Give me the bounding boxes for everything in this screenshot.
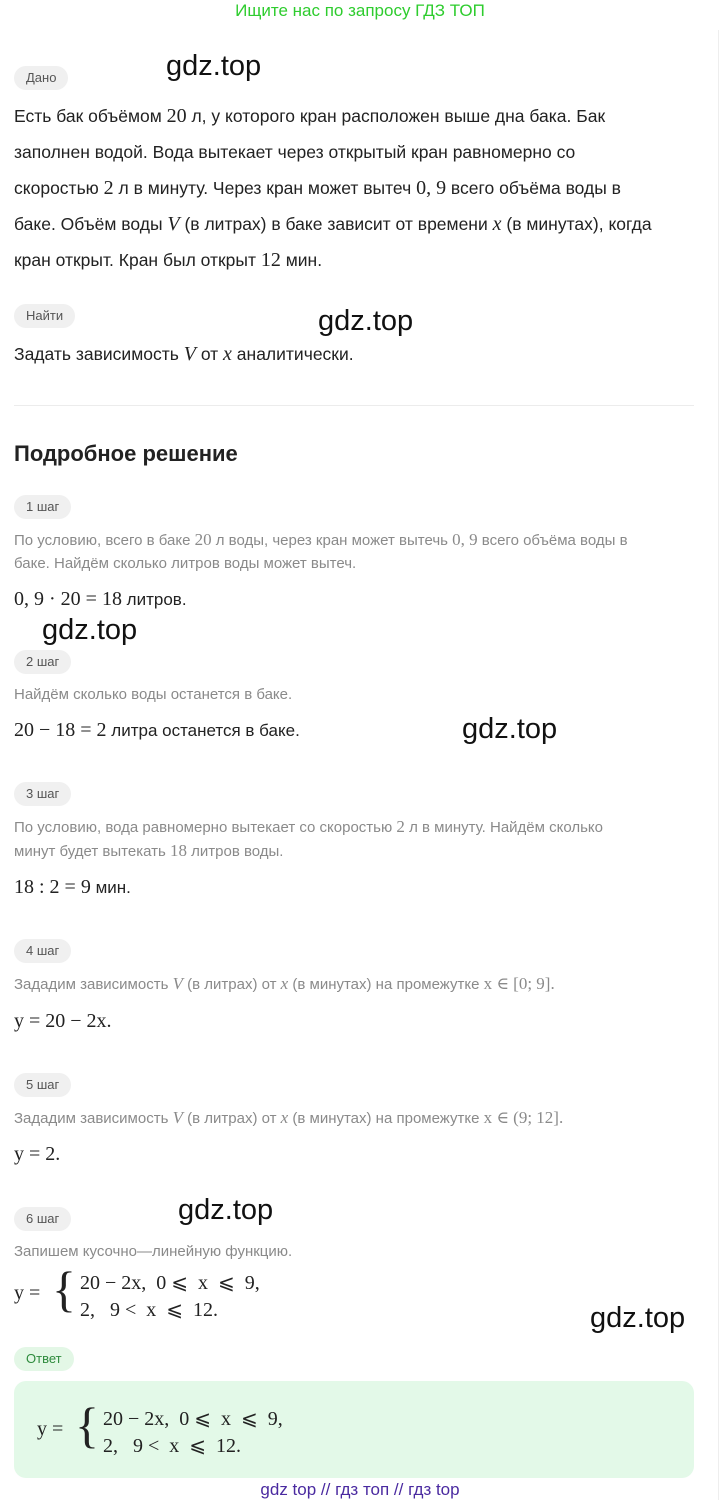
solution-title: Подробное решение [14, 441, 238, 466]
step-label: 6 шаг [14, 1207, 71, 1231]
divider [718, 30, 719, 1500]
step-description: Зададим зависимость V (в литрах) от x (в минутах) на промежутке x ∈ [0; 9]. [14, 974, 555, 993]
step-result: 20 − 18 = 2 литра останется в баке. [14, 719, 300, 741]
step-result: y = 20 − 2x. [14, 1010, 112, 1032]
top-banner: Ищите нас по запросу ГДЗ ТОП [235, 1, 485, 20]
step-result: 0, 9 · 20 = 18 литров. [14, 588, 187, 610]
footer-text: gdz top // гдз топ // гдз top [260, 1480, 460, 1499]
answer-function: y = { 20 − 2x, 0 ⩽ x ⩽ 9, 2, 9 < x ⩽ 12. [37, 1397, 283, 1457]
step-description: Зададим зависимость V (в литрах) от x (в минутах) на промежутке x ∈ (9; 12]. [14, 1108, 564, 1127]
section-divider [14, 405, 694, 406]
find-text: Задать зависимость V от x аналитически. [14, 343, 354, 365]
step-result: 18 : 2 = 9 мин. [14, 876, 131, 898]
given-label: Дано [14, 66, 68, 90]
watermark: gdz.top [178, 1194, 274, 1226]
step-label: 4 шаг [14, 939, 71, 963]
step-label: 5 шаг [14, 1073, 71, 1097]
step-description: По условию, вода равномерно вытекает со скоростью 2 л в минуту. Найдём сколько минут будет вытекать 18 литров воды. [14, 817, 604, 860]
watermark: gdz.top [462, 713, 558, 745]
step-description: Найдём сколько воды останется в баке. [14, 686, 293, 703]
step-description: Запишем кусочно—линейную функцию. [14, 1243, 293, 1260]
step-description: По условию, всего в баке 20 л воды, через кран может вытечь 0, 9 всего объёма воды в баке. Найдём сколько литров воды может вытеч. [14, 530, 628, 572]
step-result: y = 2. [14, 1143, 61, 1165]
step-label: 3 шаг [14, 782, 71, 806]
find-label: Найти [14, 304, 75, 328]
step-label: 2 шаг [14, 650, 71, 674]
watermark: gdz.top [42, 614, 138, 646]
step-label: 1 шаг [14, 495, 71, 519]
watermark: gdz.top [318, 305, 414, 337]
piecewise-function: y = { 20 − 2x, 0 ⩽ x ⩽ 9, 2, 9 < x ⩽ 12. [14, 1261, 260, 1321]
given-text: Есть бак объёмом 20 л, у которого кран расположен выше дна бака. Бак заполнен водой. Вода вытекает через открытый кран равномерно со скоростью 2 л в минуту. Через кран может вытеч 0, 9 всего объёма воды в баке. Объём воды V (в литрах) в баке зависит от времени x (в минутах), когда кран открыт. Кран был открыт 12 мин. [14, 105, 652, 271]
watermark: gdz.top [590, 1302, 686, 1334]
watermark: gdz.top [166, 50, 262, 82]
answer-label: Ответ [14, 1347, 74, 1371]
